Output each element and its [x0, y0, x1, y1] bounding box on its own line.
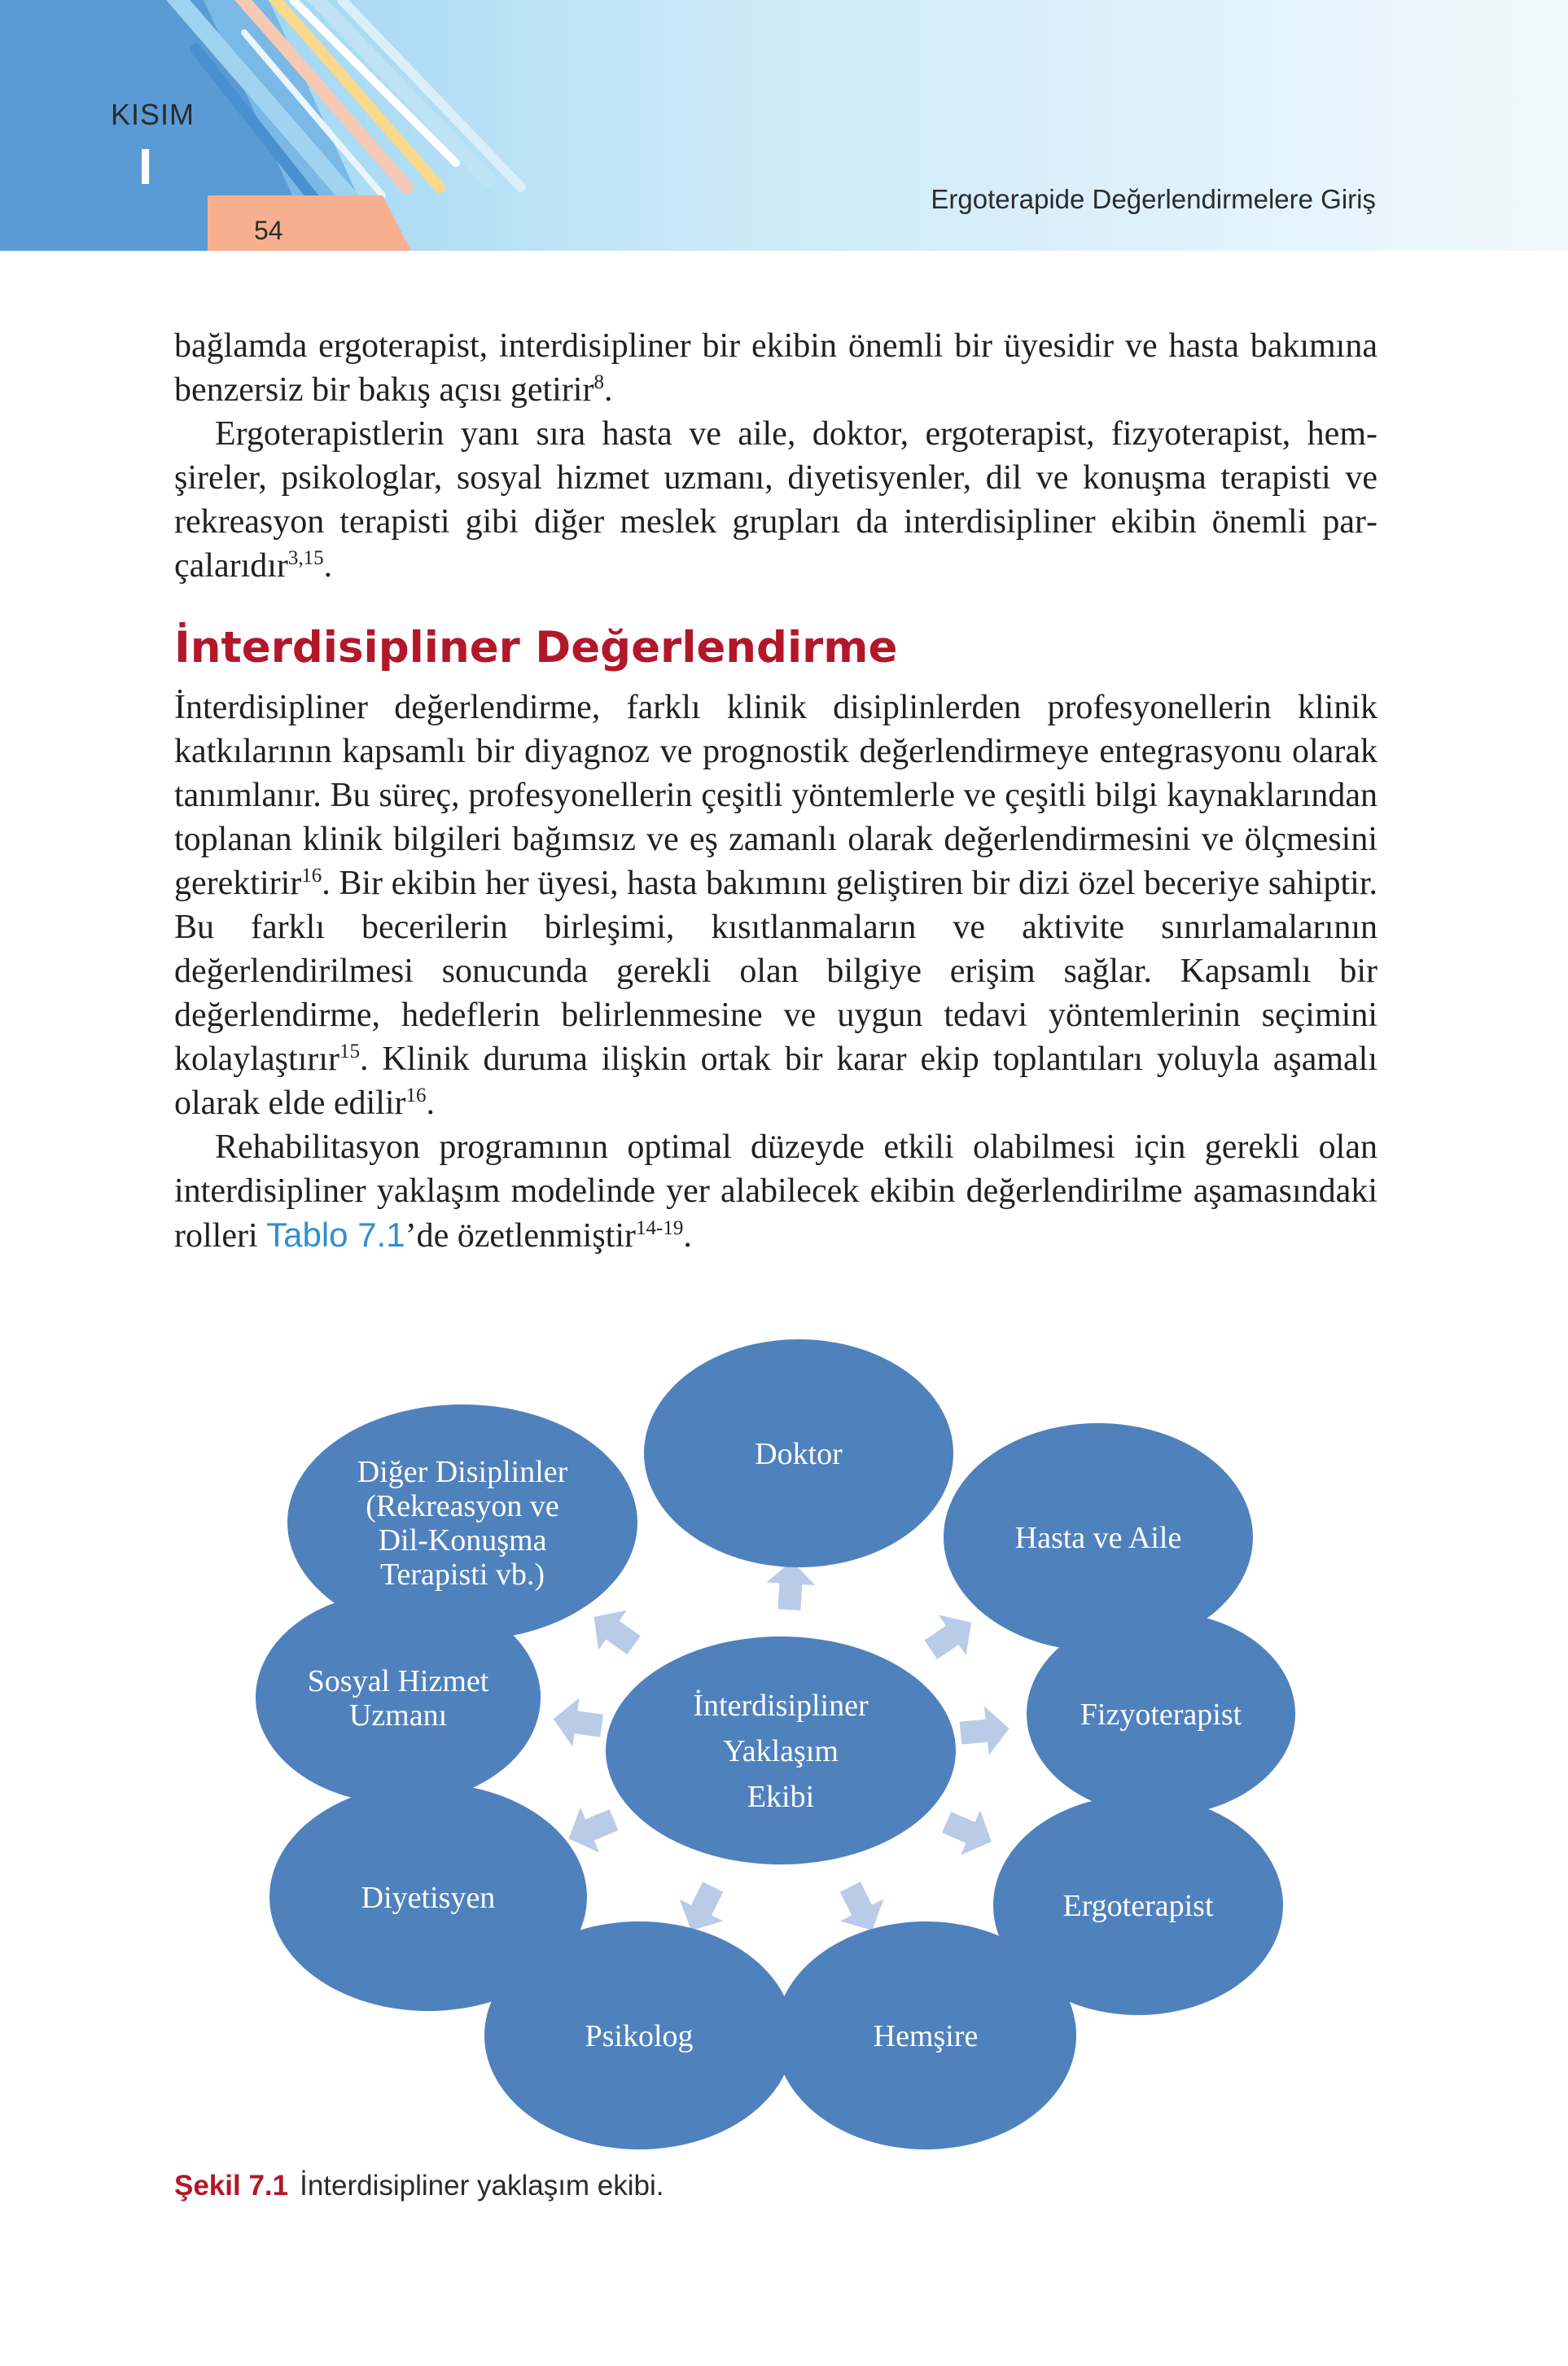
- paragraph-3-part-a: İnterdisipliner değerlendirme, farklı klinik disiplinlerden profesyonellerin klinik katkılarının kapsamlı bir diyagnoz ve prognostik değerlendirmeye entegrasyonu olarak tanımlanır. Bu süreç, profesyonellerin çeşitli yöntemlerle ve çeşitli bilgi kaynaklarından toplanan klinik bilgileri bağımsız ve eş zamanlı olarak değerlendirmesini ve ölçmesini gerektirir: [174, 689, 1377, 902]
- node-ergoterapist-label: Ergoterapist: [1062, 1889, 1214, 1923]
- node-sosyal_hizmet-label: Sosyal Hizmet: [307, 1664, 489, 1698]
- node-center-label: Ekibi: [747, 1780, 815, 1814]
- flow-arrow: [918, 1602, 985, 1670]
- node-diger-label: Dil-Konuşma: [378, 1523, 547, 1558]
- team-diagram-svg: [174, 1311, 1377, 2166]
- running-head: Ergoterapide Değerlendirmelere Giriş: [931, 184, 1376, 214]
- figure-number: Şekil 7.1: [174, 2170, 289, 2202]
- node-sosyal_hizmet-label: Uzmanı: [348, 1698, 448, 1733]
- flow-arrow: [550, 1695, 606, 1750]
- paragraph-2-text: Ergoterapistlerin yanı sıra hasta ve aile, doktor, ergoterapist, fizyoterapist, hemşireler, psikologlar, sosyal hizmet uzmanı, diyetisyenler, dil ve konuşma terapisti ve rekreasyon terapisti gibi diğer meslek grupları da interdisipliner ekibin önemli parçalarıdır: [174, 415, 1377, 585]
- paragraph-4: [174, 1125, 1377, 1258]
- citation: 3,15: [287, 547, 324, 569]
- node-diger-label: Diğer Disiplinler: [357, 1455, 568, 1489]
- flow-arrow: [937, 1800, 1001, 1864]
- node-center-label: İnterdisipliner: [693, 1689, 869, 1723]
- flow-arrow: [580, 1597, 648, 1665]
- period: .: [683, 1217, 692, 1255]
- paragraph-4-text: Rehabilitasyon programının optimal düzeyde etkili olabilmesi için gerekli olan interdisipliner yaklaşım modelinde yer alabilecek ekibin değerlendirilme aşamasındaki rolleri: [174, 1128, 1377, 1255]
- part-label: KISIM: [111, 98, 195, 131]
- paragraph-3: [174, 686, 1377, 1125]
- team-diagram: [174, 1311, 1377, 2166]
- paragraph-1: [174, 324, 1377, 412]
- figure-caption: [174, 2170, 664, 2202]
- paragraph-2: [174, 412, 1377, 588]
- citation: 15: [339, 1041, 360, 1063]
- node-fizyoterapist-label: Fizyoterapist: [1080, 1698, 1242, 1732]
- citation: 8: [593, 371, 604, 393]
- node-center-label: Yaklaşım: [723, 1734, 839, 1768]
- citation: 16: [405, 1084, 427, 1106]
- citation: 14-19: [636, 1217, 684, 1239]
- paragraph-3-part-c: . Klinik duruma ilişkin ortak bir karar ekip toplantıları yoluyla aşamalı olarak elde edilir: [174, 1041, 1377, 1122]
- period: .: [426, 1084, 436, 1122]
- node-psikolog-label: Psikolog: [585, 2019, 694, 2053]
- node-diger-label: Terapisti vb.): [379, 1558, 545, 1592]
- period: .: [603, 371, 613, 409]
- flow-arrow: [764, 1560, 817, 1612]
- paragraph-4-after: ’de özetlenmiştir: [405, 1217, 636, 1255]
- citation: 16: [301, 865, 322, 887]
- page-number: 54: [254, 216, 283, 245]
- node-doktor-label: Doktor: [755, 1437, 843, 1471]
- node-diyetisyen-label: Diyetisyen: [361, 1881, 496, 1915]
- node-diger-label: (Rekreasyon ve: [366, 1489, 559, 1523]
- body-text: [174, 324, 1377, 1258]
- section-heading: İnterdisipliner Değerlendirme: [174, 623, 898, 673]
- flow-arrow: [958, 1704, 1011, 1757]
- table-reference-link[interactable]: Tablo 7.1: [266, 1216, 405, 1254]
- period: .: [323, 547, 333, 585]
- part-number: I: [138, 139, 153, 195]
- paragraph-3-part-b: . Bir ekibin her üyesi, hasta bakımını geliştiren bir dizi özel beceriye sahiptir. Bu farklı becerilerin birleşimi, kısıtlanmaların ve aktivite sınırlamalarının değerlendirilmesi sonucunda gerekli olan bilgiye erişim sağlar. Kapsamlı bir değerlendirme, hedeflerin belirlenmesine ve uygun tedavi yöntemlerinin seçimini kolaylaştırır: [174, 865, 1377, 1078]
- figure-caption-text: İnterdisipliner yaklaşım ekibi.: [300, 2170, 664, 2202]
- node-hasta_aile-label: Hasta ve Aile: [1014, 1521, 1182, 1555]
- node-hemsire-label: Hemşire: [873, 2019, 979, 2053]
- paragraph-1-text: bağlamda ergoterapist, interdisipliner bir ekibin önemli bir üyesidir ve hasta bakımına benzersiz bir bakış açısı getirir: [174, 327, 1377, 409]
